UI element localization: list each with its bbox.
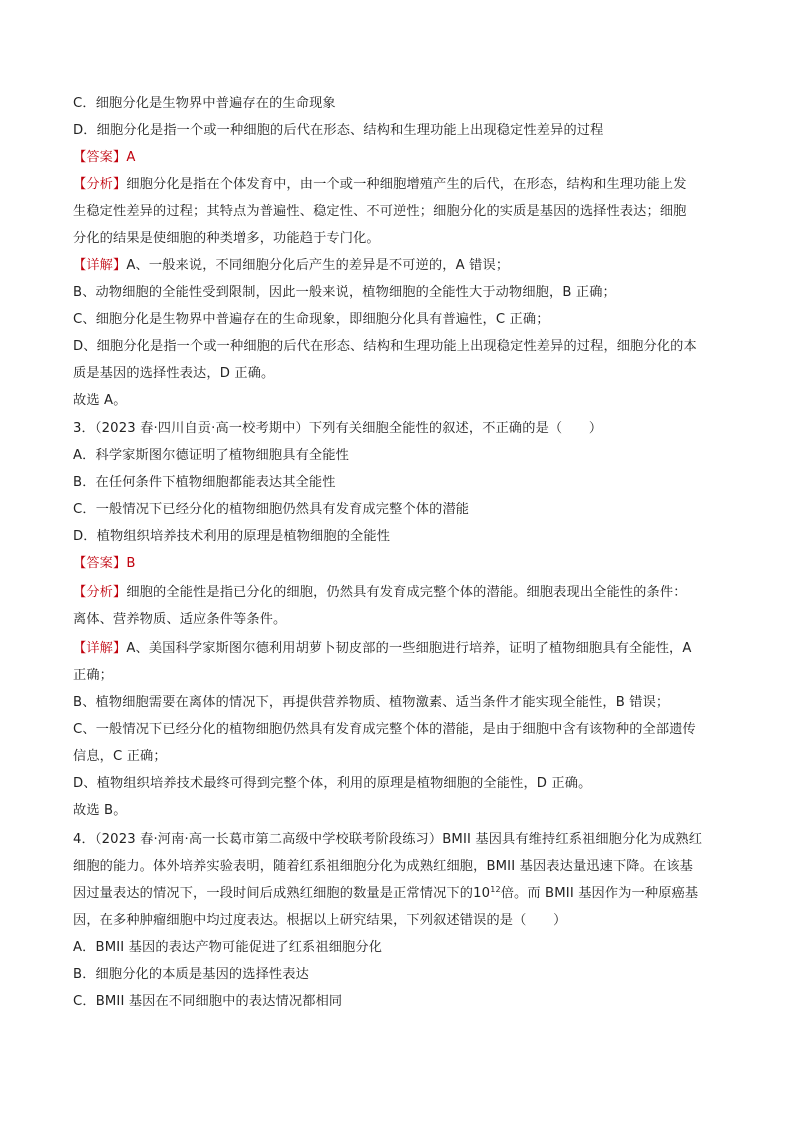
q4-stem-text: 倍。而 BMII 基因作为一种原癌基 bbox=[500, 886, 699, 901]
detail-text: A、美国科学家斯图尔德利用胡萝卜韧皮部的一些细胞进行培养，证明了植物细胞具有全能性，A bbox=[126, 641, 692, 656]
q3-detail-a-line-1 bbox=[73, 640, 692, 658]
analysis-text: 细胞分化是指在个体发育中，由一个或一种细胞增殖产生的后代，在形态，结构和生理功能上发 bbox=[126, 177, 687, 192]
detail-tag: 【详解】 bbox=[73, 258, 127, 273]
q3-detail-b: B、植物细胞需要在离体的情况下，再提供营养物质、植物激素、适当条件才能实现全能性，B 错误； bbox=[73, 695, 670, 710]
q4-stem-text: 因过量表达的情况下，一段时间后成熟红细胞的数量是正常情况下的 bbox=[73, 886, 474, 901]
q3-answer bbox=[73, 555, 136, 573]
power-base: 10 bbox=[473, 886, 491, 901]
q3-option-c: C．一般情况下已经分化的植物细胞仍然具有发育成完整个体的潜能 bbox=[73, 502, 470, 517]
q3-option-d: D．植物组织培养技术利用的原理是植物细胞的全能性 bbox=[73, 529, 391, 544]
q3-stem: 3．（2023 春·四川自贡·高一校考期中）下列有关细胞全能性的叙述，不正确的是（ ） bbox=[73, 421, 603, 436]
q4-stem-line-3 bbox=[73, 885, 698, 903]
q2-analysis-line-1 bbox=[73, 176, 687, 194]
q2-detail-c: C、细胞分化是生物界中普遍存在的生命现象，即细胞分化具有普遍性，C 正确； bbox=[73, 312, 550, 327]
q2-option-c: C．细胞分化是生物界中普遍存在的生命现象 bbox=[73, 96, 336, 111]
q2-option-d: D．细胞分化是指一个或一种细胞的后代在形态、结构和生理功能上出现稳定性差异的过程 bbox=[73, 123, 604, 138]
q2-conclusion: 故选 A。 bbox=[73, 393, 127, 408]
detail-text: A、一般来说，不同细胞分化后产生的差异是不可逆的，A 错误； bbox=[126, 258, 510, 273]
q2-analysis-line-2: 生稳定性差异的过程；其特点为普遍性、稳定性、不可逆性；细胞分化的实质是基因的选择性表达；细胞 bbox=[73, 204, 687, 219]
q3-detail-c-line-1: C、一般情况下已经分化的植物细胞仍然具有发育成完整个体的潜能，是由于细胞中含有该物种的全部遗传 bbox=[73, 722, 696, 737]
q3-option-a: A．科学家斯图尔德证明了植物细胞具有全能性 bbox=[73, 448, 349, 463]
q4-option-c: C．BMII 基因在不同细胞中的表达情况都相同 bbox=[73, 994, 343, 1009]
q3-option-b: B．在任何条件下植物细胞都能表达其全能性 bbox=[73, 475, 336, 490]
q3-detail-c-line-2: 信息，C 正确； bbox=[73, 749, 167, 764]
q3-detail-d: D、植物组织培养技术最终可得到完整个体，利用的原理是植物细胞的全能性，D 正确。 bbox=[73, 776, 592, 791]
q3-conclusion: 故选 B。 bbox=[73, 803, 127, 818]
analysis-tag: 【分析】 bbox=[73, 585, 127, 600]
detail-tag: 【详解】 bbox=[73, 641, 127, 656]
q4-option-a: A．BMII 基因的表达产物可能促进了红系祖细胞分化 bbox=[73, 940, 383, 955]
answer-value: B bbox=[126, 556, 136, 571]
q2-detail-d-line-2: 质是基因的选择性表达，D 正确。 bbox=[73, 366, 275, 381]
q3-analysis-line-1 bbox=[73, 584, 687, 602]
q4-stem-line-2: 细胞的能力。体外培养实验表明，随着红系祖细胞分化为成熟红细胞，BMII 基因表达量迅速下降。在该基 bbox=[73, 859, 693, 874]
q3-detail-a-line-2: 正确； bbox=[73, 668, 114, 683]
answer-value: A bbox=[126, 150, 136, 165]
q2-detail-a bbox=[73, 257, 509, 275]
q4-option-b: B．细胞分化的本质是基因的选择性表达 bbox=[73, 967, 309, 982]
q2-detail-d-line-1: D、细胞分化是指一个或一种细胞的后代在形态、结构和生理功能上出现稳定性差异的过程，细胞分化的本 bbox=[73, 339, 697, 354]
analysis-tag: 【分析】 bbox=[73, 177, 127, 192]
q4-stem-line-4: 因，在多种肿瘤细胞中均过度表达。根据以上研究结果，下列叙述错误的是（ ） bbox=[73, 913, 567, 928]
analysis-text: 细胞的全能性是指已分化的细胞，仍然具有发育成完整个体的潜能。细胞表现出全能性的条件： bbox=[126, 585, 687, 600]
q4-stem-line-1: 4．（2023 春·河南·高一长葛市第二高级中学校联考阶段练习）BMII 基因具有维持红系祖细胞分化为成熟红 bbox=[73, 832, 703, 847]
q2-analysis-line-3: 分化的结果是使细胞的种类增多，功能趋于专门化。 bbox=[73, 231, 380, 246]
answer-tag: 【答案】 bbox=[73, 150, 127, 165]
power-exponent: 12 bbox=[490, 885, 501, 894]
q2-answer bbox=[73, 149, 136, 167]
q2-detail-b: B、动物细胞的全能性受到限制，因此一般来说，植物细胞的全能性大于动物细胞，B 正确； bbox=[73, 285, 616, 300]
q3-analysis-line-2: 离体、营养物质、适应条件等条件。 bbox=[73, 612, 287, 627]
answer-tag: 【答案】 bbox=[73, 556, 127, 571]
